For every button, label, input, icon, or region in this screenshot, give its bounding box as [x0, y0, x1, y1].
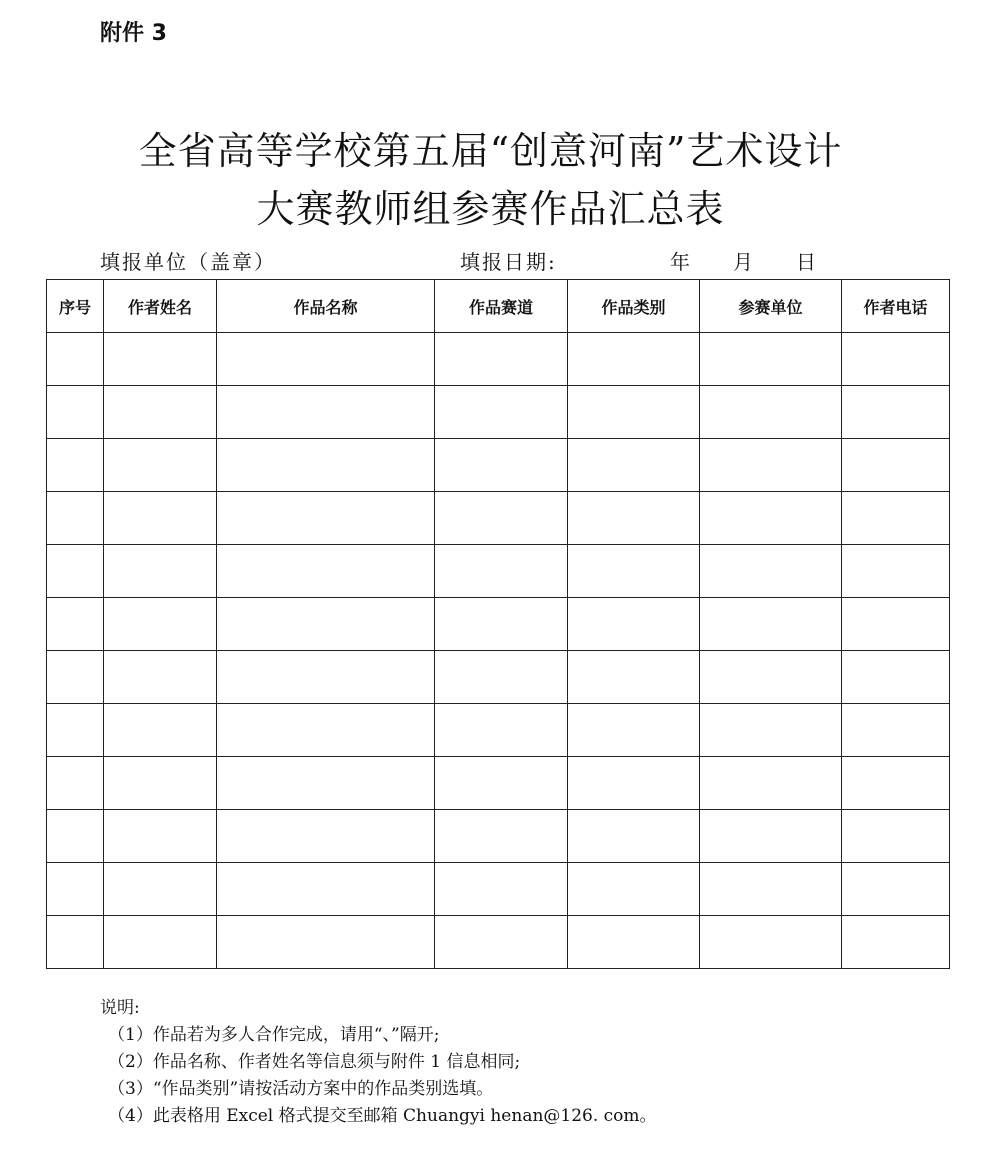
table-cell[interactable] [842, 545, 950, 598]
table-cell[interactable] [104, 704, 217, 757]
table-cell[interactable] [435, 386, 568, 439]
table-cell[interactable] [104, 333, 217, 386]
note-item: （4）此表格用 Excel 格式提交至邮箱 Chuangyi henan@126. com。 [108, 1106, 657, 1126]
table-cell[interactable] [700, 757, 842, 810]
table-cell[interactable] [568, 439, 700, 492]
table-cell[interactable] [842, 704, 950, 757]
table-cell[interactable] [435, 598, 568, 651]
table-header-row [47, 280, 950, 333]
table-cell[interactable] [842, 810, 950, 863]
column-header-author-name: 作者姓名 [104, 280, 217, 333]
table-cell[interactable] [568, 333, 700, 386]
table-cell[interactable] [842, 598, 950, 651]
table-cell[interactable] [435, 545, 568, 598]
table-cell[interactable] [435, 757, 568, 810]
year-label: 年 [670, 250, 692, 274]
note-item: （2）作品名称、作者姓名等信息须与附件 1 信息相同; [108, 1052, 521, 1072]
table-cell[interactable] [568, 492, 700, 545]
table-cell[interactable] [47, 386, 104, 439]
reporting-date-label: 填报日期: [460, 250, 557, 274]
table-cell[interactable] [842, 439, 950, 492]
table-cell[interactable] [47, 333, 104, 386]
table-cell[interactable] [842, 916, 950, 969]
table-cell[interactable] [217, 704, 435, 757]
table-cell[interactable] [568, 598, 700, 651]
table-cell[interactable] [700, 598, 842, 651]
table-cell[interactable] [700, 386, 842, 439]
table-cell[interactable] [700, 863, 842, 916]
table-cell[interactable] [217, 439, 435, 492]
table-cell[interactable] [842, 492, 950, 545]
reporting-unit-label: 填报单位（盖章） [100, 250, 276, 274]
document-title-line-1: 全省高等学校第五届“创意河南”艺术设计 [138, 129, 843, 173]
table-cell[interactable] [104, 810, 217, 863]
table-cell[interactable] [435, 863, 568, 916]
table-cell[interactable] [435, 651, 568, 704]
table-cell[interactable] [47, 651, 104, 704]
table-cell[interactable] [435, 704, 568, 757]
table-cell[interactable] [568, 545, 700, 598]
table-cell[interactable] [217, 545, 435, 598]
table-cell[interactable] [217, 916, 435, 969]
document-title-line-2: 大赛教师组参赛作品汇总表 [256, 187, 725, 231]
table-cell[interactable] [700, 916, 842, 969]
table-cell[interactable] [435, 492, 568, 545]
table-cell[interactable] [568, 386, 700, 439]
column-header-unit: 参赛单位 [700, 280, 842, 333]
table-cell[interactable] [700, 651, 842, 704]
notes-section [100, 995, 657, 1130]
table-cell[interactable] [568, 651, 700, 704]
table-cell[interactable] [104, 386, 217, 439]
table-cell[interactable] [47, 439, 104, 492]
table-cell[interactable] [842, 863, 950, 916]
table-row [47, 333, 950, 386]
table-cell[interactable] [568, 810, 700, 863]
month-label: 月 [733, 250, 755, 274]
day-label: 日 [796, 250, 818, 274]
table-cell[interactable] [435, 333, 568, 386]
table-cell[interactable] [104, 492, 217, 545]
table-cell[interactable] [217, 810, 435, 863]
table-cell[interactable] [217, 651, 435, 704]
column-header-serial: 序号 [47, 280, 104, 333]
table-cell[interactable] [435, 439, 568, 492]
table-cell[interactable] [217, 757, 435, 810]
table-cell[interactable] [47, 757, 104, 810]
table-cell[interactable] [104, 439, 217, 492]
column-header-work-title: 作品名称 [217, 280, 435, 333]
table-cell[interactable] [435, 916, 568, 969]
table-row [47, 810, 950, 863]
table-cell[interactable] [842, 386, 950, 439]
submission-summary-table [46, 279, 950, 969]
table-row [47, 757, 950, 810]
table-cell[interactable] [47, 492, 104, 545]
table-cell[interactable] [217, 492, 435, 545]
table-cell[interactable] [700, 810, 842, 863]
table-cell[interactable] [104, 545, 217, 598]
table-cell[interactable] [435, 810, 568, 863]
table-row [47, 598, 950, 651]
table-cell[interactable] [47, 598, 104, 651]
table-row [47, 704, 950, 757]
table-cell[interactable] [47, 916, 104, 969]
table-cell[interactable] [700, 333, 842, 386]
table-cell[interactable] [104, 916, 217, 969]
table-row [47, 545, 950, 598]
table-cell[interactable] [568, 704, 700, 757]
table-row [47, 651, 950, 704]
table-cell[interactable] [217, 386, 435, 439]
table-cell[interactable] [700, 492, 842, 545]
table-cell[interactable] [217, 598, 435, 651]
column-header-phone: 作者电话 [842, 280, 950, 333]
column-header-category: 作品类别 [568, 280, 700, 333]
notes-label: 说明: [100, 998, 140, 1018]
table-cell[interactable] [842, 651, 950, 704]
table-cell[interactable] [47, 863, 104, 916]
table-cell[interactable] [842, 333, 950, 386]
table-cell[interactable] [217, 863, 435, 916]
note-item: （1）作品若为多人合作完成，请用“、”隔开; [108, 1025, 440, 1045]
note-item: （3）“作品类别”请按活动方案中的作品类别选填。 [108, 1079, 494, 1099]
table-cell[interactable] [104, 598, 217, 651]
column-header-track: 作品赛道 [435, 280, 568, 333]
table-cell[interactable] [47, 545, 104, 598]
table-cell[interactable] [568, 757, 700, 810]
table-cell[interactable] [700, 545, 842, 598]
table-cell[interactable] [104, 651, 217, 704]
table-cell[interactable] [700, 704, 842, 757]
table-row [47, 863, 950, 916]
table-cell[interactable] [842, 757, 950, 810]
table-cell[interactable] [568, 863, 700, 916]
table-cell[interactable] [47, 810, 104, 863]
table-cell[interactable] [104, 757, 217, 810]
table-cell[interactable] [700, 439, 842, 492]
table-cell[interactable] [568, 916, 700, 969]
table-row [47, 386, 950, 439]
table-cell[interactable] [217, 333, 435, 386]
table-cell[interactable] [47, 704, 104, 757]
table-row [47, 492, 950, 545]
table-cell[interactable] [104, 863, 217, 916]
attachment-label: 附件 3 [100, 21, 167, 46]
table-row [47, 916, 950, 969]
table-row [47, 439, 950, 492]
